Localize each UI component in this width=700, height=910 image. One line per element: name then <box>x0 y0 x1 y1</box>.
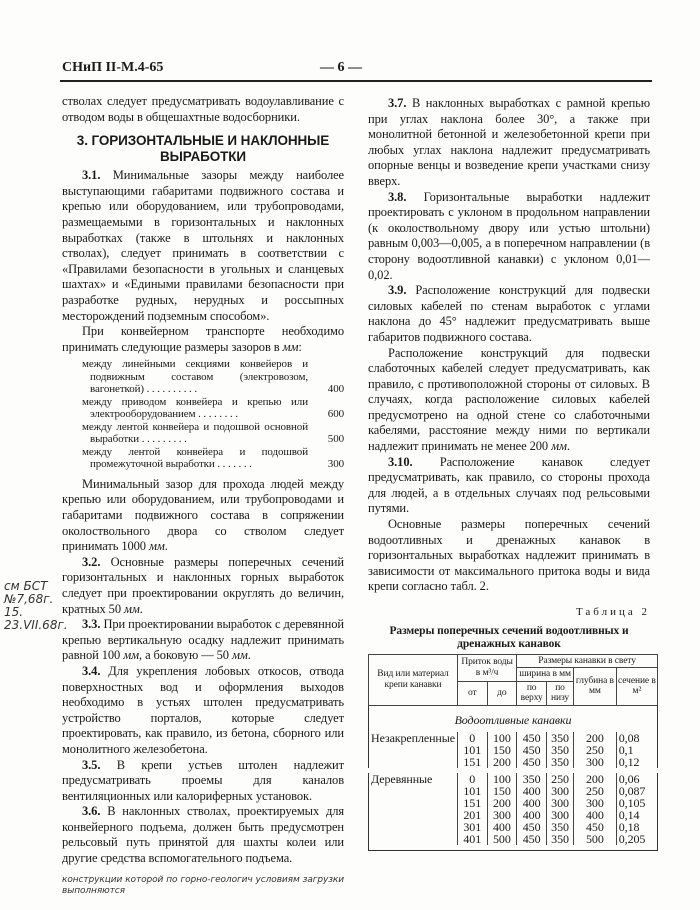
group-label: Водоотливные канавки <box>454 712 572 727</box>
header-width: ширина в мм <box>517 668 574 682</box>
header-rule <box>60 80 652 82</box>
cell-section: 0,1 <box>616 744 657 756</box>
handwritten-margin-note: см БСТ №7,68г. 15. 23.VII.68г. <box>4 579 68 632</box>
cell-section: 0,18 <box>616 821 657 833</box>
cell-from: 0 <box>457 732 487 744</box>
paragraph-3-2: 3.2. Основные размеры поперечных сечений горизонтальных и наклонных горных выработок следует при проектировании округлять до величин, кратных 50 мм. <box>62 554 344 616</box>
cell-type: Деревянные <box>371 771 433 786</box>
table-row <box>369 732 658 744</box>
cell-section: 0,087 <box>616 785 657 797</box>
doc-code: СНиП II-М.4-65 <box>62 60 164 75</box>
cell-bottom: 350 <box>547 756 574 771</box>
gap-item: между лентой конвейера и подошвой промежуточной выработки . . . . . . . 300 <box>82 445 344 471</box>
paragraph-3-9: 3.9. Расположение конструкций для подвески силовых кабелей по стенам выработок с углами наклона до 45° надлежит предусматривать выше габаритов подвижного состава. <box>368 283 650 344</box>
header-sizes: Размеры канавки в свету <box>517 654 658 668</box>
cell-type <box>369 744 458 756</box>
cell-section: 0,06 <box>616 770 657 785</box>
paragraph-3-4: 3.4. Для укрепления лобовых откосов, отвода поверхностных вод и оформления выходов необходимо в устьях штолен предусматривать устройство порталов, которые следует проектировать, как правило, из бетона, сборного или монолитного железобетона. <box>62 663 344 756</box>
cell-section: 0,14 <box>616 809 657 821</box>
cell-top: 400 <box>517 797 547 809</box>
cell-bottom: 250 <box>547 770 574 785</box>
gap-item: между линейными секциями конвейеров и подвижным составом (электровозом, вагонеткой) . . . . . . . . . . 400 <box>82 358 344 396</box>
paragraph-conveyor: При конвейерном транспорте необходимо принимать следующие размеры зазоров в мм: <box>62 324 344 354</box>
table-row <box>369 809 658 821</box>
cell-to: 100 <box>487 770 517 785</box>
cell-type: Незакрепленные <box>371 730 455 745</box>
cell-top: 450 <box>517 756 547 771</box>
cell-depth: 500 <box>573 833 616 845</box>
header-type: Вид или материал крепи канавки <box>369 654 458 705</box>
cell-bottom: 350 <box>547 744 574 756</box>
header-to: до <box>487 681 517 705</box>
table-row <box>369 797 658 809</box>
cell-depth: 450 <box>573 821 616 833</box>
cell-bottom: 350 <box>547 732 574 744</box>
paragraph-main-sizes: Основные размеры поперечных сечений водоотливных и дренажных канавок в горизонтальных выработках надлежит принимать в зависимости от максимального притока воды и вида крепи согласно табл. 2. <box>368 517 650 594</box>
cell-section: 0,205 <box>616 833 657 845</box>
left-column <box>62 94 344 897</box>
cell-bottom: 300 <box>547 785 574 797</box>
cell-from: 151 <box>457 756 487 771</box>
gap-list <box>82 358 344 471</box>
paragraph-3-5: 3.5. В крепи устьев штолен надлежит предусматривать проемы для каналов вентиляционных или калориферных установок. <box>62 757 345 803</box>
cell-to: 100 <box>487 732 517 744</box>
cell-depth: 400 <box>573 809 616 821</box>
table-row <box>369 821 658 833</box>
right-column <box>368 96 656 851</box>
ditch-table <box>368 654 658 851</box>
cell-depth: 200 <box>573 770 616 785</box>
cell-from: 401 <box>457 833 487 845</box>
cell-section: 0,105 <box>616 797 657 809</box>
page-number: — 6 — <box>320 60 362 75</box>
cell-top: 450 <box>517 821 547 833</box>
header-bottom: по низу <box>547 681 574 705</box>
cell-to: 300 <box>487 809 517 821</box>
cell-to: 400 <box>487 821 517 833</box>
cell-top: 450 <box>517 833 547 845</box>
cell-to: 500 <box>487 833 517 845</box>
header-depth: глубина в мм <box>573 668 616 706</box>
paragraph-3-6: 3.6. В наклонных стволах, проектируемых для конвейерного подъема, должен быть предусмотрен рельсовый путь принятой для шахты колеи или другие средства вспомогательного подъема. <box>62 804 344 866</box>
cell-type <box>369 833 458 845</box>
cell-to: 150 <box>487 785 517 797</box>
section-title: 3. ГОРИЗОНТАЛЬНЫЕ И НАКЛОННЫЕ ВЫРАБОТКИ <box>76 133 330 165</box>
paragraph-cables: Расположение конструкций для подвески слаботочных кабелей следует предусматривать, как правило, с противоположной стороны от силовых. В случаях, когда расположение силовых кабелей предусмотрено на одной стене со слаботочными кабелями, расстояние между ними по вертикали надлежит принимать не менее 200 мм. <box>368 345 650 454</box>
paragraph-min-gap: Минимальный зазор для прохода людей между крепью или оборудованием, или трубопроводами и габаритами подвижного состава в сопряжении околоствольного двора со стволом следует принимать 1000 мм. <box>62 476 344 554</box>
cell-from: 151 <box>457 797 487 809</box>
gap-item: между лентой конвейера и подошвой основной выработки . . . . . . . . . 500 <box>82 420 344 446</box>
cell-bottom: 350 <box>547 833 574 845</box>
cell-depth: 200 <box>573 732 616 744</box>
cell-type <box>369 756 458 771</box>
cell-top: 400 <box>517 809 547 821</box>
paragraph: стволах следует предусматривать водоулавливание с отводом воды в общешахтные водосборники. <box>62 94 344 124</box>
cell-from: 0 <box>457 770 487 785</box>
gap-item: между приводом конвейера и крепью или электрооборудованием . . . . . . . . 600 <box>82 395 344 421</box>
cell-from: 301 <box>457 821 487 833</box>
cell-depth: 300 <box>573 756 616 771</box>
cell-type <box>369 821 458 833</box>
paragraph-3-3: 3.3. При проектировании выработок с деревянной крепью вертикальную осадку надлежит принимать равной 100 мм, а боковую — 50 мм. <box>62 617 344 663</box>
cell-depth: 250 <box>573 785 616 797</box>
cell-top: 400 <box>517 785 547 797</box>
cell-from: 101 <box>457 744 487 756</box>
header-from: от <box>457 681 487 705</box>
cell-bottom: 300 <box>547 809 574 821</box>
cell-to: 150 <box>487 744 517 756</box>
cell-bottom: 300 <box>547 797 574 809</box>
paragraph-3-10: 3.10. Расположение канавок следует предусматривать, как правило, со стороны прохода для людей, а в отдельных случаях под рельсовыми путями. <box>368 454 650 516</box>
cell-to: 200 <box>487 756 517 771</box>
header-top: по верху <box>517 681 547 705</box>
header-inflow: Приток воды в м³/ч <box>457 654 516 681</box>
cell-depth: 250 <box>573 744 616 756</box>
paragraph-3-7: 3.7. В наклонных выработках с рамной крепью при углах наклона более 30°, а также при монолитной бетонной и железобетонной крепи при любых углах наклона надлежит предусматривать опорные венцы и возведение крепи участками снизу вверх. <box>368 96 650 188</box>
table-row <box>369 744 658 756</box>
cell-from: 101 <box>457 785 487 797</box>
cell-top: 450 <box>517 732 547 744</box>
paragraph-3-8: 3.8. Горизонтальные выработки надлежит проектировать с уклоном в продольном направлении (к околоствольному двору или устью штольни) равным 0,003—0,005, а в поперечном направлении (в сторону водоотливной канавки) с уклоном 0,01—0,02. <box>368 189 650 282</box>
table-row <box>369 756 658 771</box>
cell-type <box>369 785 458 797</box>
cell-bottom: 350 <box>547 821 574 833</box>
paragraph-3-1: 3.1. Минимальные зазоры между наиболее выступающими габаритами подвижного состава и крепью или оборудованием, или трубопроводами, размещаемыми в горизонтальных и наклонных выработках (также в штольнях и наклонных стволах), следует принимать в соответствии с «Правилами безопасности в угольных и сланцевых шахтах» и «Едиными правилами безопасности при разработке рудных, нерудных и россыпных месторождений подземным способом». <box>62 168 344 323</box>
header-section: сечение в м² <box>616 668 657 706</box>
cell-to: 200 <box>487 797 517 809</box>
cell-type <box>369 797 458 809</box>
cell-from: 201 <box>457 809 487 821</box>
table-caption: Таблица 2 <box>575 606 650 618</box>
handwritten-insert: конструкции которой по горно-геологич условиям загрузки выполняются <box>62 874 344 896</box>
cell-top: 450 <box>517 744 547 756</box>
cell-depth: 300 <box>573 797 616 809</box>
cell-top: 350 <box>517 770 547 785</box>
table-row <box>369 833 658 845</box>
cell-section: 0,08 <box>616 732 657 744</box>
table-row <box>369 785 658 797</box>
cell-section: 0,12 <box>616 756 657 771</box>
table-title: Размеры поперечных сечений водоотливных и дренажных канавок <box>389 624 629 650</box>
cell-type <box>369 809 458 821</box>
table-row <box>369 770 658 785</box>
